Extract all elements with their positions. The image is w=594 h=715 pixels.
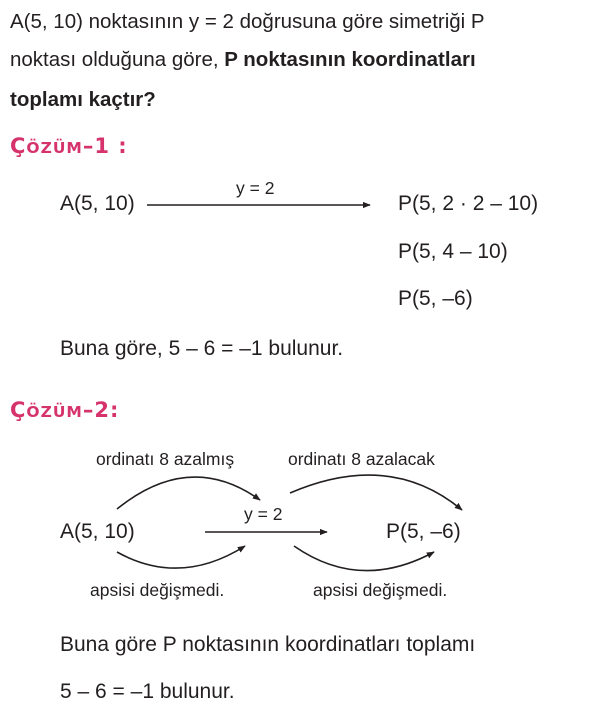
question-line-1: A(5, 10) noktasının y = 2 doğrusuna göre simetriği P xyxy=(10,10,485,33)
label-top-right: ordinatı 8 azalacak xyxy=(288,449,435,469)
heading-number: –1 : xyxy=(82,134,128,158)
point-a: A(5, 10) xyxy=(60,520,135,543)
question-emphasis: P noktasının koordinatları xyxy=(224,48,476,71)
label-bottom-right: apsisi değişmedi. xyxy=(313,580,448,600)
step-3: P(5, –6) xyxy=(398,287,473,310)
curved-arrow-top-right xyxy=(290,475,462,510)
label-bottom-left: apsisi değişmedi. xyxy=(90,580,225,600)
curved-arrow-bottom-left xyxy=(117,546,245,568)
curved-arrow-top-left xyxy=(117,477,260,509)
point-p: P(5, –6) xyxy=(386,520,461,543)
arrow-label: y = 2 xyxy=(236,178,275,198)
step-1: P(5, 2 · 2 – 10) xyxy=(398,192,539,215)
question-text: noktası olduğuna göre, xyxy=(10,48,225,71)
step-2: P(5, 4 – 10) xyxy=(398,240,508,263)
point-a: A(5, 10) xyxy=(60,192,135,215)
solution-1-conclusion: Buna göre, 5 – 6 = –1 bulunur. xyxy=(60,337,344,360)
question-line-3: toplamı kaçtır? xyxy=(10,88,156,111)
solution-2-conclusion-line-1: Buna göre P noktasının koordinatları toplamı xyxy=(60,633,476,656)
curved-arrow-bottom-right xyxy=(294,546,434,571)
arrow-label: y = 2 xyxy=(244,504,283,524)
solution-2-conclusion-line-2: 5 – 6 = –1 bulunur. xyxy=(60,680,235,703)
heading-initial: Ç xyxy=(10,398,27,422)
heading-initial: Ç xyxy=(10,134,27,158)
heading-smallcaps: ÖZÜM xyxy=(26,139,83,157)
heading-smallcaps: ÖZÜM xyxy=(26,403,83,421)
label-top-left: ordinatı 8 azalmış xyxy=(96,449,235,469)
heading-number: –2: xyxy=(82,398,120,422)
